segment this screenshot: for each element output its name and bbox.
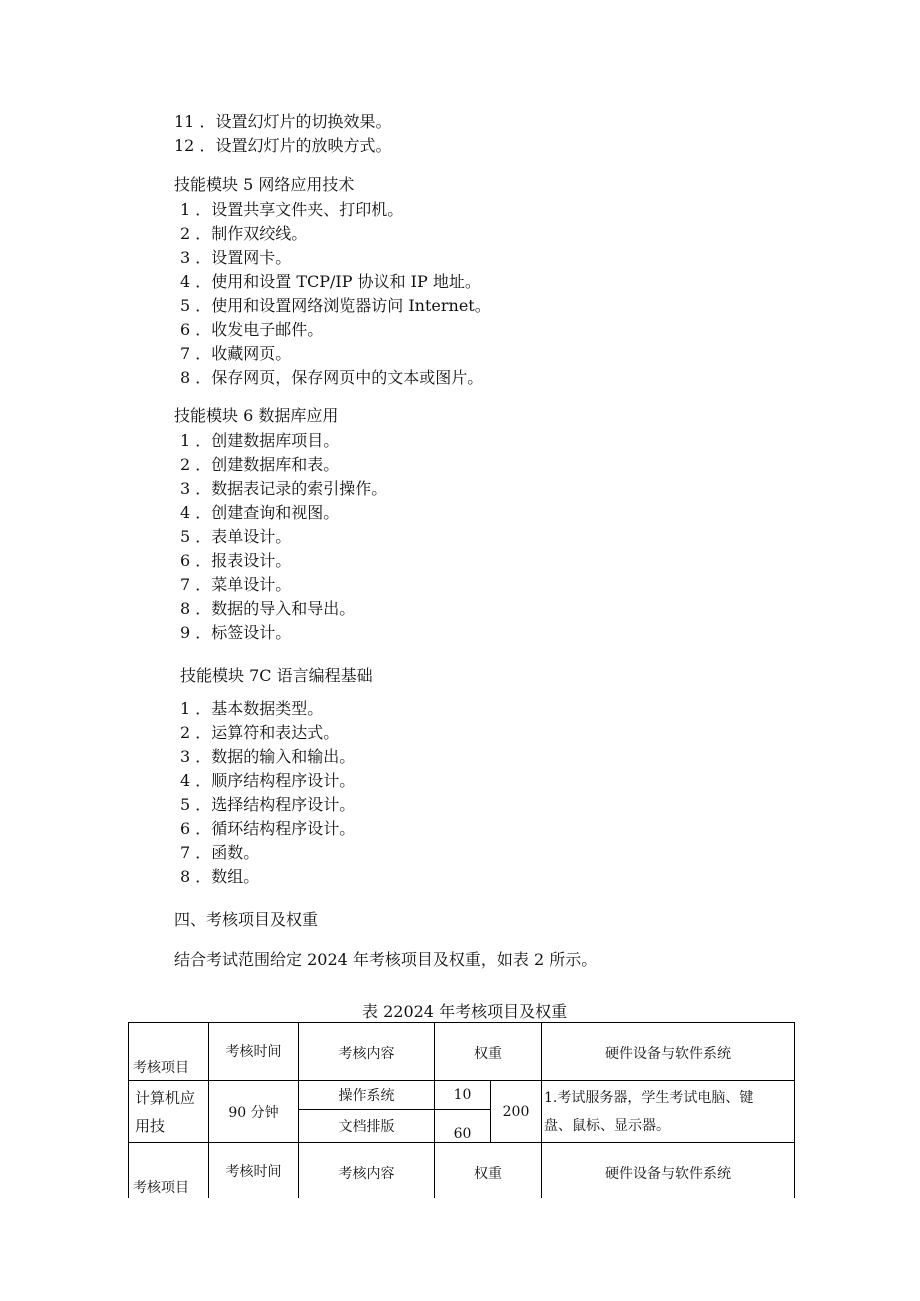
module7-heading: 技能模块 7C 语言编程基础 [180, 666, 373, 685]
list-item: 1 ．设置共享文件夹、打印机。 [180, 200, 404, 219]
header-cell: 权重 [435, 1143, 542, 1201]
list-item: 8 ．数据的导入和导出。 [180, 599, 356, 618]
list-item: 8 ．数组。 [180, 867, 260, 886]
list-item: 7 ．收藏网页。 [180, 344, 292, 363]
section-intro: 结合考试范围给定 2024 年考核项目及权重，如表 2 所示。 [174, 950, 598, 969]
list-item: 2 ．创建数据库和表。 [180, 455, 340, 474]
weight-cell: 60 [435, 1110, 491, 1143]
project-line: 用技 [135, 1116, 166, 1135]
table-header-row [129, 1023, 795, 1081]
table-caption: 表 22024 年考核项目及权重 [362, 1002, 568, 1021]
list-item: 11 ．设置幻灯片的切换效果。 [174, 112, 392, 131]
section-heading: 四、考核项目及权重 [174, 910, 319, 929]
list-item: 3 ．数据表记录的索引操作。 [180, 479, 388, 498]
list-item: 6 ．循环结构程序设计。 [180, 819, 356, 838]
header-cell: 考核时间 [209, 1023, 299, 1081]
assessment-table [128, 1022, 795, 1201]
header-cell: 权重 [435, 1023, 542, 1081]
list-item: 4 ．创建查询和视图。 [180, 503, 340, 522]
list-item: 6 ．报表设计。 [180, 551, 292, 570]
list-item: 4 ．顺序结构程序设计。 [180, 771, 356, 790]
weight-cell: 10 [435, 1081, 491, 1110]
header-cell: 考核内容 [299, 1143, 435, 1201]
list-item: 5 ．表单设计。 [180, 527, 292, 546]
module5-heading: 技能模块 5 网络应用技术 [174, 175, 355, 194]
hardware-line: 1.考试服务器，学生考试电脑、键 [544, 1089, 754, 1106]
list-item: 3 ．数据的输入和输出。 [180, 747, 356, 766]
project-cell [129, 1081, 209, 1143]
list-item: 6 ．收发电子邮件。 [180, 320, 324, 339]
header-cell: 考核内容 [299, 1023, 435, 1081]
table-header-row [129, 1143, 795, 1201]
list-item: 5 ．选择结构程序设计。 [180, 795, 356, 814]
list-item: 4 ．使用和设置 TCP/IP 协议和 IP 地址。 [180, 272, 481, 291]
list-item: 12 ．设置幻灯片的放映方式。 [174, 136, 392, 155]
header-cell: 硬件设备与软件系统 [542, 1023, 795, 1081]
header-cell: 考核项目 [129, 1143, 209, 1201]
list-item: 3 ．设置网卡。 [180, 248, 292, 267]
list-item: 1 ．创建数据库项目。 [180, 431, 340, 450]
list-item: 5 ．使用和设置网络浏览器访问 Internet。 [180, 296, 491, 315]
header-cell: 硬件设备与软件系统 [542, 1143, 795, 1201]
project-line: 计算机应 [135, 1088, 196, 1107]
header-cell: 考核时间 [209, 1143, 299, 1201]
list-item: 8 ．保存网页，保存网页中的文本或图片。 [180, 368, 484, 387]
list-item: 9 ．标签设计。 [180, 623, 292, 642]
content-cell: 操作系统 [299, 1081, 435, 1110]
module6-heading: 技能模块 6 数据库应用 [174, 406, 339, 425]
table-row [129, 1081, 795, 1110]
header-cell: 考核项目 [129, 1023, 209, 1081]
hardware-line: 盘、鼠标、显示器。 [544, 1117, 670, 1134]
page-bottom-margin [0, 1198, 920, 1301]
content-cell: 文档排版 [299, 1110, 435, 1143]
list-item: 1 ．基本数据类型。 [180, 699, 324, 718]
list-item: 7 ．菜单设计。 [180, 575, 292, 594]
list-item: 2 ．运算符和表达式。 [180, 723, 340, 742]
list-item: 2 ．制作双绞线。 [180, 224, 308, 243]
total-weight-cell: 200 [491, 1081, 542, 1143]
hardware-cell [542, 1081, 795, 1143]
time-cell: 90 分钟 [209, 1081, 299, 1143]
list-item: 7 ．函数。 [180, 843, 260, 862]
